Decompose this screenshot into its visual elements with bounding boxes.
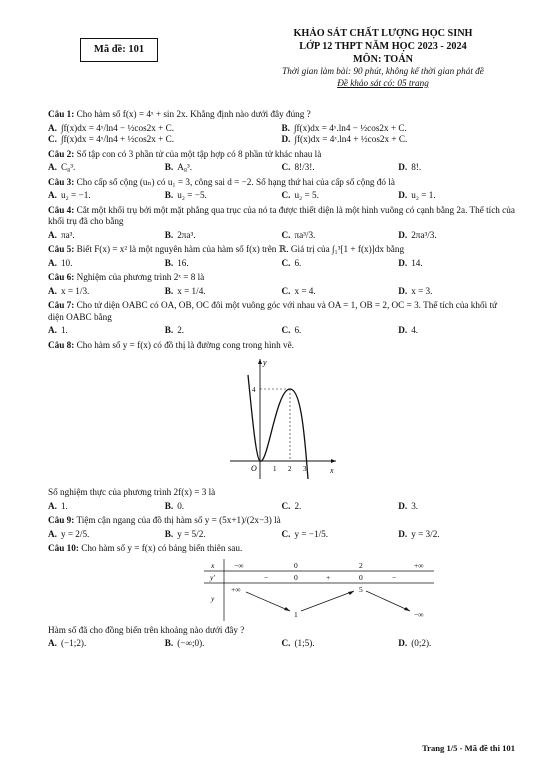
x-tick-3: 3 [303, 465, 307, 473]
option-a: A. ∫f(x)dx = 4ˣ/ln4 − ½cos2x + C. [48, 122, 175, 133]
question-stem: Cho tứ diện OABC có OA, OB, OC đôi một vuông góc với nhau và OA = 1, OB = 2, OC = 3. Thể tích của khối tứ diện OABC bằng [48, 300, 497, 322]
option-b: B. (−∞;0). [164, 638, 205, 648]
option-c: C. u₂ = 5. [281, 190, 319, 200]
x-axis-label: x [330, 466, 334, 475]
subject-line: MÔN: TOÁN [353, 53, 413, 65]
page-footer: Trang 1/5 - Mã đề thi 101 [422, 743, 515, 754]
option-b: B. 16. [164, 257, 189, 268]
question-label: Câu 6: [48, 272, 75, 282]
arrow-up [301, 591, 354, 611]
title-line-2: LỚP 12 THPT NĂM HỌC 2023 - 2024 [299, 40, 467, 52]
question-label: Câu 3: [48, 176, 75, 187]
exam-code-box: Mã đề: 101 [80, 38, 158, 62]
exam-header [48, 28, 515, 106]
question-stem: Cắt một khối trụ bởi một mặt phẳng qua trục của nó ta được thiết diện là một hình vuông có cạnh bằng 2a. Thể tích của khối trụ đã cho bằng [48, 204, 515, 226]
option-a: A. 10. [48, 257, 73, 268]
question-6 [48, 272, 515, 297]
option-a: A. 1. [48, 325, 68, 335]
yprime-row-label: y' [210, 572, 215, 582]
option-c: C. (1;5). [281, 638, 315, 648]
option-c: C. y = −1/5. [281, 528, 329, 539]
question-8 [48, 340, 515, 513]
option-a: A. πa³. [48, 229, 75, 240]
time-line: Thời gian làm bài: 90 phút, không kể thời gian phát đề [282, 66, 484, 77]
graph-curve [248, 375, 308, 479]
question-10 [48, 543, 515, 650]
question-label: Câu 10: [48, 543, 79, 553]
option-b: B. 2πa³. [164, 229, 196, 240]
option-d: D. ∫f(x)dx = 4ˣ.ln4 + ½cos2x + C. [281, 134, 408, 144]
question-stem: Biết F(x) = x² là một nguyên hàm của hàm số f(x) trên ℝ. Giá trị của ∫₁³[1 + f(x)]dx bằng [76, 244, 405, 254]
question-stem: Cho hàm số y = f(x) có đồ thị là đường cong trong hình vẽ. [76, 339, 294, 350]
arrow-down-2 [366, 591, 410, 611]
option-d: D. 2πa³/3. [398, 229, 437, 240]
x-neg-inf: −∞ [234, 560, 244, 570]
option-a: A. C₈³. [48, 162, 76, 172]
question-label: Câu 5: [48, 244, 75, 254]
option-b: B. u₂ = −5. [164, 190, 207, 200]
title-line-1: KHẢO SÁT CHẤT LƯỢNG HỌC SINH [293, 28, 473, 39]
question-label: Câu 9: [48, 515, 75, 525]
option-a: A. 1. [48, 500, 68, 511]
option-a: A. y = 2/5. [48, 528, 90, 539]
x-val-2: 2 [359, 560, 363, 570]
x-val-0: 0 [294, 560, 298, 570]
option-a: A. u₂ = −1. [48, 190, 91, 200]
option-d: D. (0;2). [398, 638, 432, 648]
question-4 [48, 205, 515, 242]
y-max-5: 5 [359, 584, 363, 594]
yprime-zero-1: 0 [294, 572, 298, 582]
x-tick-1: 1 [273, 465, 277, 473]
option-c: C. ∫f(x)dx = 4ˣ/ln4 + ½cos2x + C. [48, 134, 175, 144]
option-a: A. x = 1/3. [48, 285, 90, 296]
option-d: D. 8!. [398, 162, 422, 172]
question-stem-2: Hàm số đã cho đồng biến trên khoảng nào dưới đây ? [48, 624, 245, 635]
question-3 [48, 177, 515, 202]
question-label: Câu 4: [48, 204, 75, 215]
option-d: D. 3. [398, 500, 419, 511]
option-d: D. y = 3/2. [398, 528, 440, 539]
yprime-sign-1: − [264, 572, 269, 582]
question-label: Câu 8: [48, 339, 75, 350]
y-axis-arrow [258, 359, 262, 364]
option-b: B. x = 1/4. [164, 285, 206, 296]
option-c: C. x = 4. [281, 285, 316, 296]
question-stem-2: Số nghiệm thực của phương trình 2f(x) = 3 là [48, 487, 216, 497]
question-7 [48, 300, 515, 337]
option-c: C. 6. [281, 325, 302, 335]
question-stem: Cho hàm số f(x) = 4ˣ + sin 2x. Khẳng định nào dưới đây đúng ? [76, 109, 311, 119]
y-pos-inf: +∞ [231, 584, 241, 594]
option-b: B. 2. [164, 325, 185, 335]
option-d: D. 4. [398, 325, 419, 335]
question-9 [48, 515, 515, 540]
variation-table [204, 559, 434, 621]
y-tick-4: 4 [252, 386, 256, 394]
option-c: C. 8!/3!. [281, 162, 315, 172]
question-stem: Nghiệm của phương trình 2ˣ = 8 là [76, 272, 205, 282]
question-stem: Cho hàm số y = f(x) có bảng biến thiên sau. [81, 543, 243, 553]
yprime-zero-2: 0 [359, 572, 363, 582]
function-graph [230, 355, 340, 483]
question-label: Câu 2: [48, 148, 75, 159]
arrow-down-1 [246, 592, 290, 611]
question-stem: Số tập con có 3 phần tử của một tập hợp có 8 phần tử khác nhau là [76, 148, 322, 159]
x-row-label: x [211, 560, 215, 570]
option-c: C. 6. [281, 257, 302, 268]
option-a: A. (−1;2). [48, 638, 87, 648]
option-b: B. 0. [164, 500, 185, 511]
exam-title-block [258, 28, 508, 89]
option-d: D. 14. [398, 257, 423, 268]
y-row-label: y [211, 593, 215, 603]
y-min-1: 1 [294, 609, 298, 619]
question-5 [48, 244, 515, 269]
pages-line: Đề khảo sát có: 05 trang [337, 77, 429, 88]
yprime-sign-2: + [326, 572, 331, 582]
y-axis-label: y [263, 358, 267, 367]
question-2 [48, 149, 515, 174]
question-1 [48, 109, 515, 146]
x-tick-2: 2 [288, 465, 292, 473]
x-axis-arrow [331, 459, 336, 463]
option-c: C. πa³/3. [281, 229, 316, 240]
question-stem: Tiệm cận ngang của đồ thị hàm số y = (5x+1)/(2x−3) là [76, 515, 281, 525]
option-c: C. 2. [281, 500, 302, 511]
option-d: D. x = 3. [398, 285, 433, 296]
origin-label: O [251, 464, 257, 473]
y-neg-inf: −∞ [414, 609, 424, 619]
yprime-sign-3: − [392, 572, 397, 582]
option-b: B. ∫f(x)dx = 4ˣ.ln4 − ½cos2x + C. [281, 122, 407, 133]
question-label: Câu 1: [48, 109, 75, 119]
question-stem: Cho cấp số cộng (uₙ) có u₁ = 3, công sai d = −2. Số hạng thứ hai của cấp số cộng đó là [76, 176, 395, 187]
option-b: B. y = 5/2. [164, 528, 206, 539]
option-d: D. u₂ = 1. [398, 190, 436, 200]
x-pos-inf: +∞ [414, 560, 424, 570]
option-b: B. A₈³. [164, 162, 193, 172]
question-label: Câu 7: [48, 300, 75, 310]
